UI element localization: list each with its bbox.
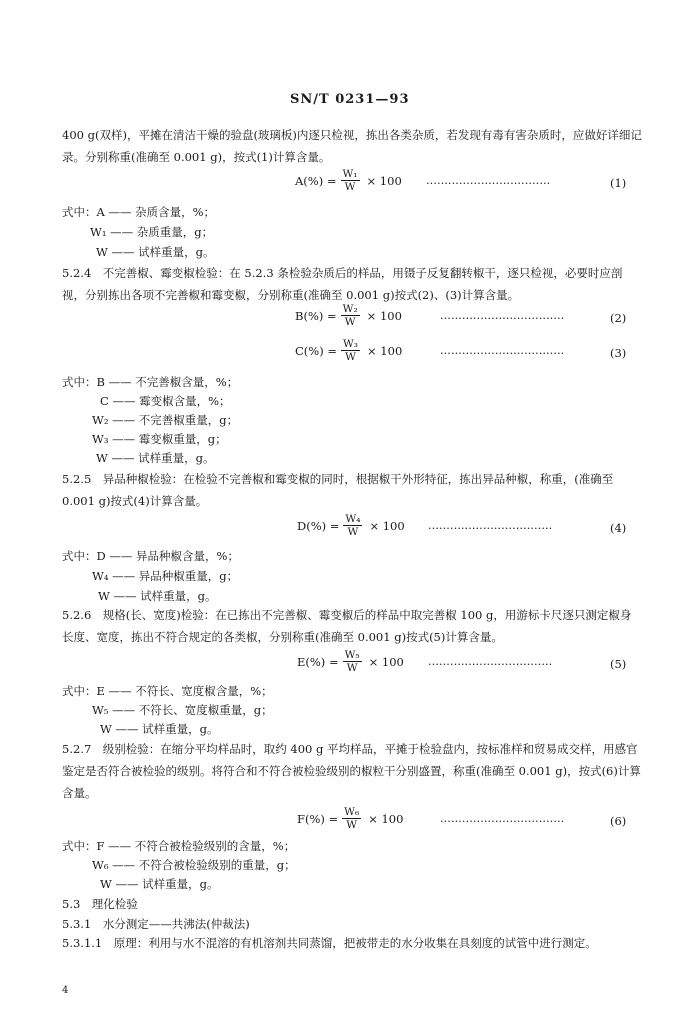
paragraph-intro: 400 g(双样)，平摊在清洁干燥的验盘(玻璃板)内逐只检视，拣出各类杂质，若发现有毒有害杂质时，应做好详细记录。分别称重(准确至 0.001 g)，按式(1)计算含量。 (62, 128, 642, 164)
equation-3 (295, 338, 405, 363)
denominator: W (347, 526, 359, 538)
numerator: W₁ (342, 168, 358, 180)
fraction (343, 649, 362, 674)
definition-line: C —— 霉变椒含量，%； (100, 394, 231, 408)
section-5-2-4: 5.2.4 不完善椒、霉变椒检验：在 5.2.3 条检验杂质后的样品，用镊子反复翻转椒干，逐只检视，必要时应剖视，分别拣出各项不完善椒和霉变椒，分别称重(准确至 0.001 g)按式(2)、(3)计算含量。 (62, 266, 623, 302)
equation-3-number: (3) (610, 346, 627, 360)
definition-line: W —— 试样重量，g。 (96, 245, 215, 259)
equation-6 (297, 806, 406, 831)
equation-4-dots: ·································· (428, 521, 553, 535)
equation-6-number: (6) (610, 814, 627, 828)
section-5-3-1-1: 5.3.1.1 原理：利用与水不混溶的有机溶剂共同蒸馏，把被带走的水分收集在具刻度的试管中进行测定。 (62, 936, 597, 950)
fraction (341, 303, 360, 328)
equation-1-number: (1) (610, 176, 627, 190)
definition-line: W₂ —— 不完善椒重量，g； (92, 413, 239, 427)
page-number: 4 (62, 985, 69, 996)
definition-line: 式中：A —— 杂质含量，%； (62, 205, 216, 219)
multiplier: × 100 (366, 308, 402, 323)
denominator: W (346, 819, 358, 831)
fraction (341, 168, 360, 193)
numerator: W₄ (345, 513, 361, 525)
multiplier: × 100 (369, 518, 405, 533)
definition-line: W₅ —— 不符长、宽度椒重量，g； (92, 703, 273, 717)
denominator: W (346, 662, 358, 674)
equation-lhs: C(%) = (295, 343, 337, 358)
definition-line: W —— 试样重量，g。 (100, 877, 219, 891)
equation-lhs: B(%) = (295, 308, 337, 323)
equation-2-number: (2) (610, 311, 627, 325)
equation-5-dots: ·································· (428, 657, 553, 671)
numerator: W₃ (343, 338, 359, 350)
definition-line: 式中：D —— 异品种椒含量，%； (62, 549, 239, 563)
multiplier: × 100 (368, 811, 404, 826)
section-5-3-1: 5.3.1 水分测定——共沸法(仲裁法) (62, 917, 250, 931)
equation-1-dots: ·································· (426, 176, 551, 190)
equation-5-number: (5) (610, 657, 627, 671)
numerator: W₂ (342, 303, 358, 315)
definition-line: W₆ —— 不符合被检验级别的重量，g； (92, 858, 296, 872)
numerator: W₅ (344, 649, 360, 661)
section-5-3: 5.3 理化检验 (62, 897, 138, 911)
definition-line: W₃ —— 霉变椒重量，g； (92, 432, 227, 446)
fraction (343, 513, 362, 538)
definition-line: W₄ —— 异品种椒重量，g； (92, 569, 239, 583)
equation-1 (295, 168, 405, 193)
definition-line: W —— 试样重量，g。 (100, 722, 219, 736)
denominator: W (344, 316, 356, 328)
fraction (342, 806, 361, 831)
section-5-2-6: 5.2.6 规格(长、宽度)检验：在已拣出不完善椒、霉变椒后的样品中取完善椒 100 g，用游标卡尺逐只测定椒身长度、宽度，拣出不符合规定的各类椒，分别称重(准确至 0.001 g)按式(5)计算含量。 (62, 608, 632, 644)
equation-5 (297, 649, 407, 674)
multiplier: × 100 (367, 343, 403, 358)
definition-line: W —— 试样重量，g。 (98, 589, 217, 603)
definition-line: 式中：B —— 不完善椒含量，%； (62, 375, 239, 389)
equation-lhs: A(%) = (295, 173, 337, 188)
equation-lhs: D(%) = (297, 518, 340, 533)
denominator: W (345, 351, 356, 363)
definition-line: 式中：E —— 不符长、宽度椒含量，%； (62, 684, 273, 698)
document-header: SN/T 0231—93 (290, 92, 410, 107)
equation-6-dots: ·································· (440, 814, 565, 828)
equation-lhs: F(%) = (297, 811, 339, 826)
definition-line: 式中：F —— 不符合被检验级别的含量，%； (62, 839, 296, 853)
equation-4-number: (4) (610, 521, 627, 535)
denominator: W (344, 181, 356, 193)
multiplier: × 100 (368, 654, 404, 669)
fraction (341, 338, 360, 363)
equation-2 (295, 303, 405, 328)
equation-3-dots: ·································· (440, 346, 565, 360)
section-5-2-5: 5.2.5 异品种椒检验：在检验不完善椒和霉变椒的同时，根据椒干外形特征，拣出异品种椒，称重，(准确至 0.001 g)按式(4)计算含量。 (62, 472, 614, 508)
equation-2-dots: ·································· (440, 311, 565, 325)
definition-line: W —— 试样重量，g。 (96, 451, 215, 465)
numerator: W₆ (344, 806, 360, 818)
multiplier: × 100 (366, 173, 402, 188)
equation-lhs: E(%) = (297, 654, 339, 669)
equation-4 (297, 513, 408, 538)
section-5-2-7: 5.2.7 级别检验：在缩分平均样品时，取约 400 g 平均样品，平摊于检验盘内，按标准样和贸易成交样，用感官鉴定是否符合被检验的级别。将符合和不符合被检验级别的椒粒干分别盛置，称重(准确至 0.001 g)，按式(6)计算含量。 (62, 742, 641, 800)
definition-line: W₁ —— 杂质重量，g； (90, 225, 214, 239)
